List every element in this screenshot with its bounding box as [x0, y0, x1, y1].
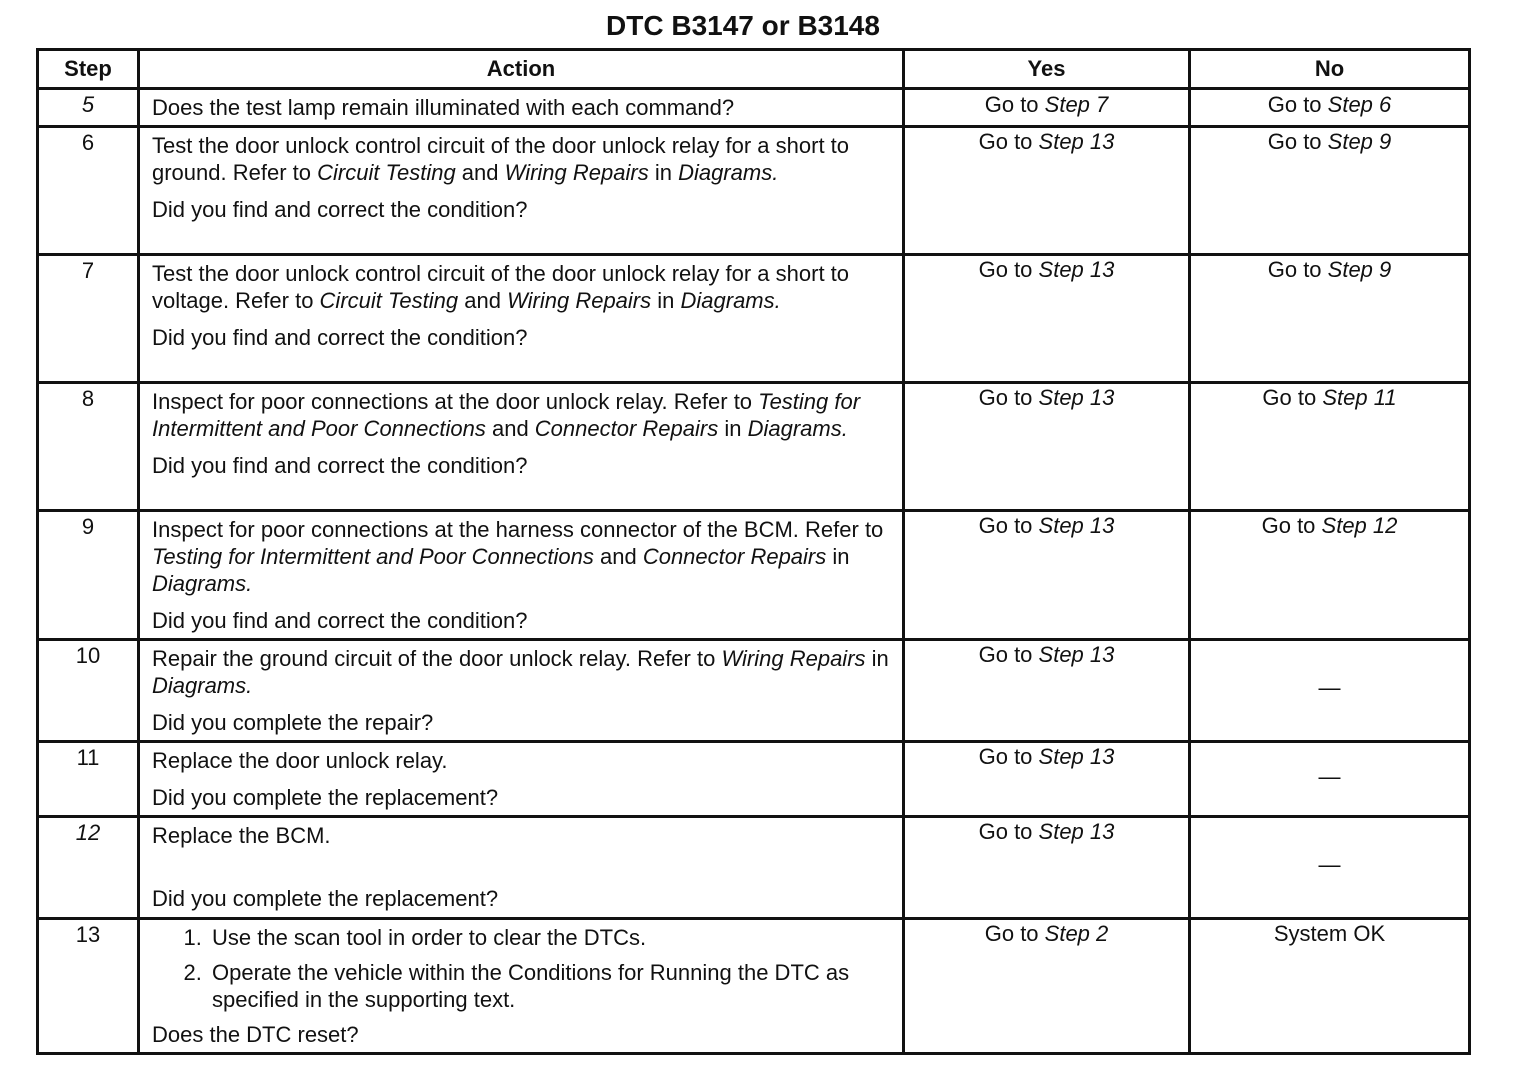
action-cell [139, 817, 904, 919]
action-question: Did you complete the repair? [152, 710, 434, 735]
action-description [152, 388, 890, 442]
reference-text: Diagrams. [680, 288, 781, 313]
description-text: and [485, 416, 535, 441]
description-text: and [455, 160, 505, 185]
yes-cell [904, 255, 1190, 383]
goto-prefix: Go to [978, 642, 1039, 667]
goto-prefix: Go to [978, 129, 1039, 154]
goto-step-link[interactable]: Step 13 [1038, 257, 1115, 282]
step-number: 9 [38, 511, 139, 640]
goto-prefix: Go to [1267, 129, 1328, 154]
action-cell [139, 383, 904, 511]
no-cell [1190, 383, 1470, 511]
description-text: Repair the ground circuit of the door unlock relay. Refer to [152, 646, 722, 671]
no-cell [1190, 511, 1470, 640]
result-text: System OK [1273, 921, 1386, 946]
action-cell [139, 127, 904, 255]
step-number: 11 [38, 742, 139, 817]
goto-step-link[interactable]: Step 6 [1327, 92, 1392, 117]
reference-text: Diagrams. [747, 416, 848, 441]
action-cell [139, 89, 904, 127]
goto-step-link[interactable]: Step 13 [1038, 744, 1115, 769]
goto-step-link[interactable]: Step 13 [1038, 642, 1115, 667]
action-question: Did you complete the replacement? [152, 886, 499, 911]
yes-cell [904, 742, 1190, 817]
action-cell [139, 640, 904, 742]
goto-prefix: Go to [978, 744, 1039, 769]
reference-text: Diagrams. [152, 571, 253, 596]
reference-text: Wiring Repairs [721, 646, 866, 671]
step-number: 12 [38, 817, 139, 919]
description-text: in [718, 416, 748, 441]
action-step-item: 1. Use the scan tool in order to clear the DTCs. [208, 924, 890, 951]
action-cell [139, 255, 904, 383]
goto-prefix: Go to [978, 513, 1039, 538]
description-text: in [826, 544, 850, 569]
description-text: and [458, 288, 508, 313]
reference-text: Circuit Testing [319, 288, 459, 313]
step-number: 5 [38, 89, 139, 127]
goto-step-link[interactable]: Step 2 [1044, 921, 1109, 946]
yes-cell [904, 919, 1190, 1054]
no-cell [1190, 255, 1470, 383]
goto-step-link[interactable]: Step 13 [1038, 385, 1115, 410]
step-number: 6 [38, 127, 139, 255]
description-text: Inspect for poor connections at the harness connector of the BCM. Refer to [152, 517, 884, 542]
reference-text: Connector Repairs [642, 544, 827, 569]
reference-text: Diagrams. [152, 673, 253, 698]
reference-text: Wiring Repairs [504, 160, 649, 185]
yes-cell [904, 511, 1190, 640]
action-step-item: 2. Operate the vehicle within the Conditions for Running the DTC as specified in the supporting text. [208, 959, 890, 1013]
column-header-yes: Yes [904, 50, 1190, 89]
dtc-table [36, 48, 1471, 1055]
goto-prefix: Go to [978, 819, 1039, 844]
description-text: in [651, 288, 681, 313]
reference-text: Diagrams. [678, 160, 779, 185]
action-question: Did you complete the replacement? [152, 785, 499, 810]
no-cell [1190, 89, 1470, 127]
action-steps-list [152, 924, 890, 1013]
column-header-no: No [1190, 50, 1470, 89]
goto-step-link[interactable]: Step 13 [1038, 513, 1115, 538]
no-cell [1190, 127, 1470, 255]
table-row [38, 127, 1470, 255]
yes-cell [904, 817, 1190, 919]
goto-step-link[interactable]: Step 9 [1327, 257, 1392, 282]
table-row [38, 742, 1470, 817]
table-row [38, 919, 1470, 1054]
description-text: in [648, 160, 679, 185]
goto-prefix: Go to [1262, 385, 1323, 410]
reference-text: Testing for Intermittent and Poor Connections [152, 544, 594, 569]
description-text: Replace the BCM. [152, 823, 331, 848]
action-question: Does the test lamp remain illuminated with each command? [152, 95, 735, 120]
reference-text: Wiring Repairs [507, 288, 652, 313]
action-description [152, 260, 890, 314]
description-text: Replace the door unlock relay. [152, 748, 448, 773]
table-row [38, 89, 1470, 127]
not-applicable-dash: — [1318, 852, 1341, 877]
step-number: 7 [38, 255, 139, 383]
reference-text: Testing for Intermittent and Poor Connections [152, 389, 861, 441]
goto-prefix: Go to [1261, 513, 1322, 538]
action-question: Did you find and correct the condition? [152, 453, 528, 478]
goto-prefix: Go to [1267, 257, 1328, 282]
description-text: Test the door unlock control circuit of the door unlock relay for a short to ground. Refer to [152, 133, 850, 185]
yes-cell [904, 383, 1190, 511]
goto-step-link[interactable]: Step 7 [1044, 92, 1109, 117]
action-question: Did you find and correct the condition? [152, 325, 528, 350]
goto-step-link[interactable]: Step 13 [1038, 129, 1115, 154]
goto-step-link[interactable]: Step 11 [1322, 385, 1397, 410]
action-question: Did you find and correct the condition? [152, 608, 528, 633]
goto-prefix: Go to [978, 257, 1039, 282]
goto-step-link[interactable]: Step 9 [1327, 129, 1392, 154]
action-description [152, 822, 890, 849]
yes-cell [904, 640, 1190, 742]
goto-prefix: Go to [984, 921, 1045, 946]
action-description [152, 132, 890, 186]
table-row [38, 383, 1470, 511]
no-cell [1190, 742, 1470, 817]
action-description [152, 747, 890, 774]
description-text: Test the door unlock control circuit of the door unlock relay for a short to voltage. Refer to [152, 261, 850, 313]
action-question: Does the DTC reset? [152, 1022, 359, 1047]
page-title: DTC B3147 or B3148 [606, 10, 880, 41]
table-row [38, 511, 1470, 640]
action-description [152, 645, 890, 699]
step-number: 13 [38, 919, 139, 1054]
table-body [38, 89, 1470, 1054]
reference-text: Circuit Testing [317, 160, 456, 185]
step-number: 8 [38, 383, 139, 511]
goto-step-link[interactable]: Step 12 [1321, 513, 1398, 538]
action-description [152, 516, 890, 597]
action-question: Did you find and correct the condition? [152, 197, 528, 222]
action-cell [139, 742, 904, 817]
goto-prefix: Go to [1267, 92, 1328, 117]
no-cell [1190, 640, 1470, 742]
description-text: Inspect for poor connections at the door unlock relay. Refer to [152, 389, 759, 414]
step-number: 10 [38, 640, 139, 742]
action-cell [139, 511, 904, 640]
goto-step-link[interactable]: Step 13 [1038, 819, 1115, 844]
not-applicable-dash: — [1318, 763, 1341, 789]
yes-cell [904, 89, 1190, 127]
description-text: in [865, 646, 889, 671]
description-text: and [593, 544, 643, 569]
column-header-step: Step [38, 50, 139, 89]
table-row [38, 255, 1470, 383]
column-header-action: Action [139, 50, 904, 89]
table-row [38, 640, 1470, 742]
no-cell [1190, 919, 1470, 1054]
action-cell [139, 919, 904, 1054]
no-cell [1190, 817, 1470, 919]
goto-prefix: Go to [984, 92, 1045, 117]
reference-text: Connector Repairs [534, 416, 719, 441]
not-applicable-dash: — [1318, 675, 1341, 700]
goto-prefix: Go to [978, 385, 1039, 410]
table-row [38, 817, 1470, 919]
table-header-row [38, 50, 1470, 89]
yes-cell [904, 127, 1190, 255]
